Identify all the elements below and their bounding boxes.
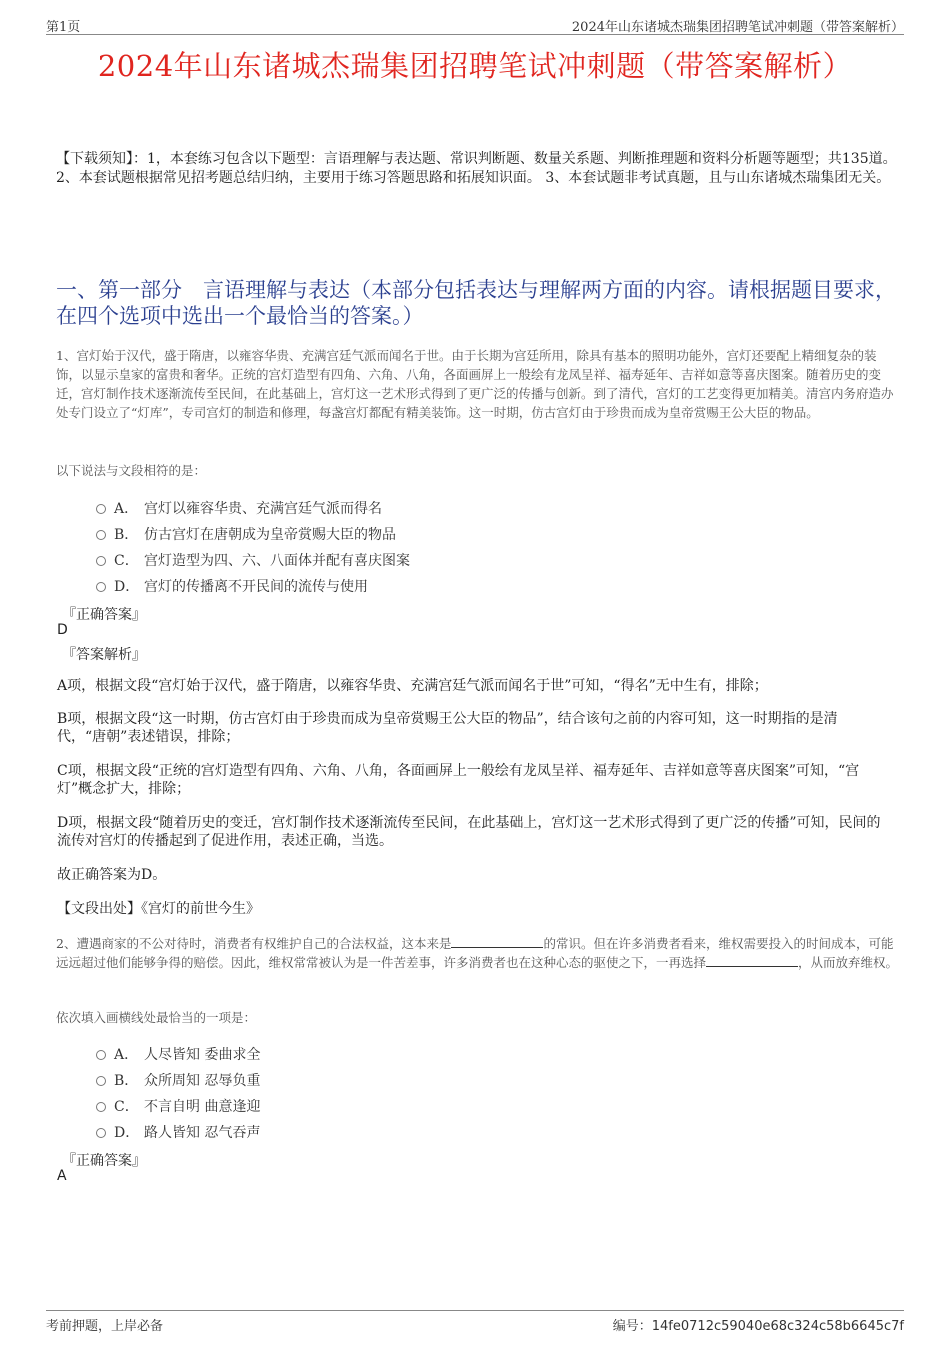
question-1-option-a[interactable]: A． 宫灯以雍容华贵、充满宫廷气派而得名 (96, 498, 382, 518)
download-notice: 【下载须知】：1，本套练习包含以下题型：言语理解与表达题、常识判断题、数量关系题、判断推理题和资料分析题等题型；共135道。 2、本套试题根据常见招考题总结归纳，主要用于练习答题思路和拓展知识面。 3、本套试题非考试真题，且与山东诸城杰瑞集团无关。 (56, 151, 897, 186)
question-1-analysis-label: 『答案解析』 (62, 647, 146, 663)
analysis-d: D项，根据文段“随着历史的变迁，宫灯制作技术逐渐流传至民间，在此基础上，宫灯这一艺术形式得到了更广泛的传播”可知，民间的流传对宫灯的传播起到了促进作用，表述正确，当选。 (57, 815, 881, 849)
question-2-option-a[interactable]: A． 人尽皆知 委曲求全 (96, 1044, 260, 1064)
radio-icon[interactable] (96, 530, 106, 540)
radio-icon[interactable] (96, 582, 106, 592)
question-1-answer-label: 『正确答案』 (62, 607, 146, 623)
question-2-answer: A (57, 1168, 67, 1184)
radio-icon[interactable] (96, 504, 106, 514)
radio-icon[interactable] (96, 556, 106, 566)
question-1-option-c[interactable]: C． 宫灯造型为四、六、八面体并配有喜庆图案 (96, 550, 410, 570)
question-2-option-c[interactable]: C． 不言自明 曲意逢迎 (96, 1096, 260, 1116)
question-2-prompt: 依次填入画横线处最恰当的一项是： (56, 1010, 257, 1025)
page-header (46, 14, 904, 35)
document-title: 2024年山东诸城杰瑞集团招聘笔试冲刺题（带答案解析） (97, 49, 853, 83)
question-1-option-b[interactable]: B． 仿古宫灯在唐朝成为皇帝赏赐大臣的物品 (96, 524, 396, 544)
question-2-option-b[interactable]: B． 众所周知 忍辱负重 (96, 1070, 260, 1090)
question-2-stem: 2、遭遇商家的不公对待时，消费者有权维护自己的合法权益，这本来是 的常识。但在许多消费者看来，维权需要投入的时间成本，可能远远超过他们能够争得的赔偿。因此，维权常常被认为是一件苦差事，许多消费者也在这种心态的驱使之下，一再选择 ，从而放弃维权。 (56, 936, 899, 970)
analysis-b: B项，根据文段“这一时期，仿古宫灯由于珍贵而成为皇帝赏赐王公大臣的物品”，结合该句之前的内容可知，这一时期指的是清代，“唐朝”表述错误，排除； (57, 711, 838, 745)
section-title: 一、第一部分 言语理解与表达（本部分包括表达与理解两方面的内容。请根据题目要求，在四个选项中选出一个最恰当的答案。） (56, 278, 896, 328)
header-doc-title: 2024年山东诸城杰瑞集团招聘笔试冲刺题（带答案解析） (571, 20, 904, 35)
question-1-prompt: 以下说法与文段相符的是： (56, 463, 207, 478)
analysis-conclusion: 故正确答案为D。 (57, 867, 167, 883)
radio-icon[interactable] (96, 1102, 106, 1112)
page-number: 第1页 (46, 20, 81, 35)
footer-code: 编号：14fe0712c59040e68c324c58b6645c7f (612, 1319, 904, 1334)
question-2-answer-label: 『正确答案』 (62, 1153, 146, 1169)
question-1-stem: 1、宫灯始于汉代，盛于隋唐，以雍容华贵、充满宫廷气派而闻名于世。由于长期为宫廷所用，除具有基本的照明功能外，宫灯还要配上精细复杂的装饰，以显示皇家的富贵和奢华。正统的宫灯造型有四角、六角、八角，各面画屏上一般绘有龙凤呈祥、福寿延年、吉祥如意等喜庆图案。随着历史的变迁，宫灯制作技术逐渐流传至民间，在此基础上，宫灯这一艺术形式得到了更广泛的传播与创新。到了清代，宫灯的工艺变得更加精美。清宫内务府造办处专门设立了“灯库”，专司宫灯的制造和修理，每盏宫灯都配有精美装饰。这一时期，仿古宫灯由于珍贵而成为皇帝赏赐王公大臣的物品。 (56, 348, 894, 420)
question-2-option-d[interactable]: D． 路人皆知 忍气吞声 (96, 1122, 260, 1142)
footer-slogan: 考前押题，上岸必备 (46, 1319, 164, 1334)
radio-icon[interactable] (96, 1076, 106, 1086)
question-1-source: 【文段出处】《宫灯的前世今生》 (57, 901, 260, 917)
analysis-a: A项，根据文段“宫灯始于汉代，盛于隋唐，以雍容华贵、充满宫廷气派而闻名于世”可知，“得名”无中生有，排除； (57, 678, 768, 694)
question-1-option-d[interactable]: D． 宫灯的传播离不开民间的流传与使用 (96, 576, 368, 596)
fill-blank-2 (706, 955, 798, 967)
question-1-answer: D (57, 622, 68, 638)
fill-blank-1 (451, 936, 543, 948)
radio-icon[interactable] (96, 1050, 106, 1060)
page-footer (46, 1310, 904, 1333)
analysis-c: C项，根据文段“正统的宫灯造型有四角、六角、八角，各面画屏上一般绘有龙凤呈祥、福寿延年、吉祥如意等喜庆图案”可知，“宫灯”概念扩大，排除； (57, 763, 860, 797)
radio-icon[interactable] (96, 1128, 106, 1138)
